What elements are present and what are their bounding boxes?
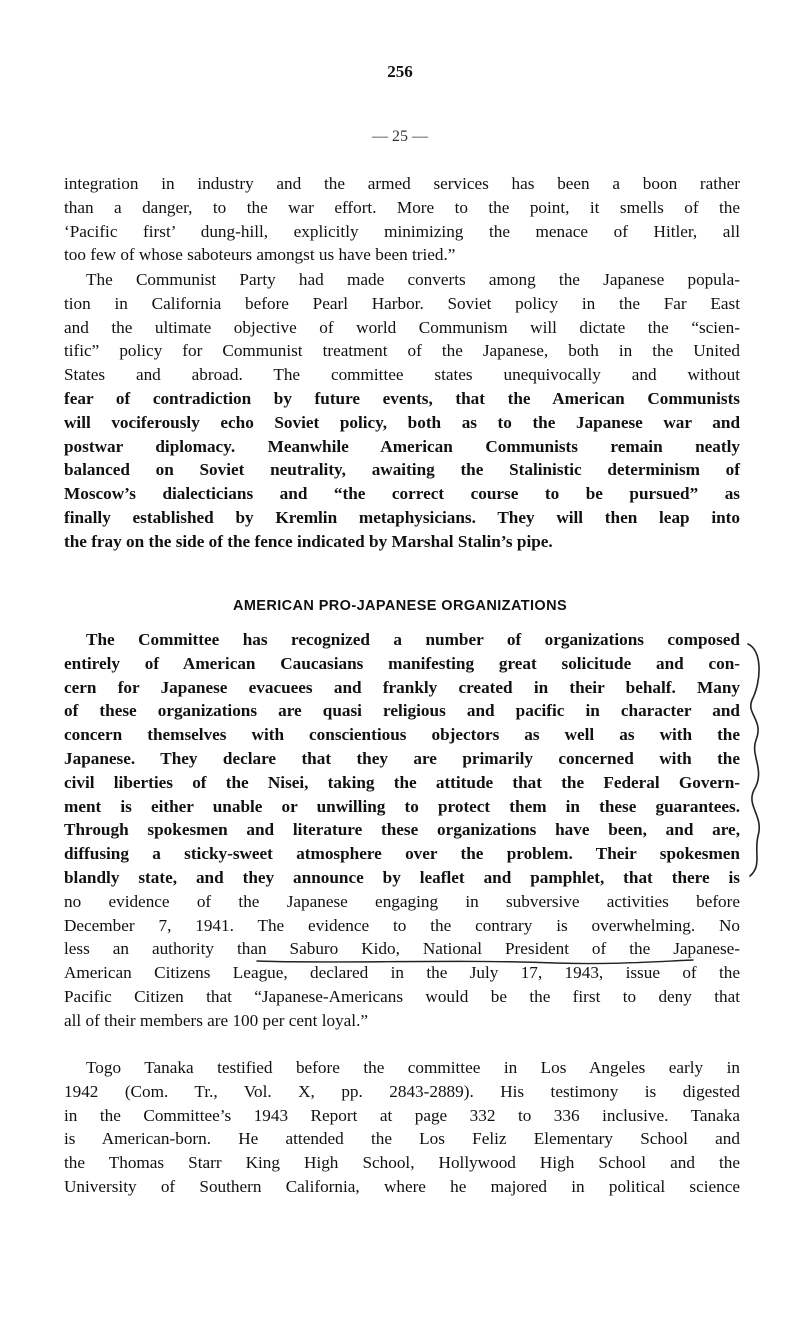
text-line: than a danger, to the war effort. More to the point, it smells of the (64, 197, 740, 217)
text-line: Moscow’s dialecticians and “the correct course to be pursued” as (64, 484, 740, 504)
text-line: Togo Tanaka testified before the committee in Los Angeles early in (86, 1058, 740, 1077)
text-line: balanced on Soviet neutrality, awaiting the Stalinistic determinism of (64, 460, 740, 480)
text-line: less an authority than Saburo Kido, National President of the Japanese- (64, 939, 740, 959)
text-line: in the Committee’s 1943 Report at page 332 to 336 inclusive. Tanaka (64, 1105, 740, 1125)
text-line: the Thomas Starr King High School, Hollywood High School and the (64, 1153, 740, 1173)
text-line: Japanese. They declare that they are primarily concerned with the (64, 748, 740, 768)
text-line: the fray on the side of the fence indicated by Marshal Stalin’s pipe. (64, 531, 553, 551)
text-line: The Communist Party had made converts among the Japanese popula- (86, 270, 740, 289)
text-line: tific” policy for Communist treatment of the Japanese, both in the United (64, 341, 740, 361)
text-line: of these organizations are quasi religious and pacific in character and (64, 701, 740, 721)
text-line: blandly state, and they announce by leaflet and pamphlet, that there is (64, 867, 740, 887)
sub-page-number: — 25 — (372, 128, 428, 145)
text-line: December 7, 1941. The evidence to the contrary is overwhelming. No (64, 915, 740, 935)
paragraph-continuation (64, 172, 740, 267)
text-line: University of Southern California, where he majored in political science (64, 1176, 740, 1196)
text-line: ment is either unable or unwilling to protect them in these guarantees. (64, 796, 740, 816)
text-line: all of their members are 100 per cent loyal.” (64, 1010, 368, 1030)
text-line: fear of contradiction by future events, that the American Communists (64, 388, 740, 408)
text-line: 1942 (Com. Tr., Vol. X, pp. 2843-2889). His testimony is digested (64, 1081, 740, 1101)
text-line: States and abroad. The committee states unequivocally and without (64, 365, 740, 385)
text-line: is American-born. He attended the Los Feliz Elementary School and (64, 1129, 740, 1149)
text-line: cern for Japanese evacuees and frankly created in their behalf. Many (64, 677, 740, 697)
text-line: American Citizens League, declared in the July 17, 1943, issue of the (64, 963, 740, 983)
text-line: will vociferously echo Soviet policy, both as to the Japanese war and (64, 412, 740, 432)
text-line: entirely of American Caucasians manifesting great solicitude and con- (64, 653, 740, 673)
paragraph-communist-party (64, 268, 740, 554)
margin-bracket-mark (740, 640, 770, 880)
text-line: ‘Pacific first’ dung-hill, explicitly minimizing the menace of Hitler, all (64, 221, 740, 241)
text-line: too few of whose saboteurs amongst us have been tried.” (64, 245, 456, 265)
text-line: concern themselves with conscientious objectors as well as with the (64, 725, 740, 745)
page-number: 256 (387, 62, 413, 81)
text-line: civil liberties of the Nisei, taking the attitude that the Federal Govern- (64, 772, 740, 792)
text-line: The Committee has recognized a number of organizations composed (86, 630, 740, 649)
text-line: no evidence of the Japanese engaging in subversive activities before (64, 891, 740, 911)
text-line: and the ultimate objective of world Communism will dictate the “scien- (64, 317, 740, 337)
paragraph-organizations (64, 628, 740, 1033)
text-line: Through spokesmen and literature these organizations have been, and are, (64, 820, 740, 840)
text-line: postwar diplomacy. Meanwhile American Communists remain neatly (64, 436, 740, 456)
section-heading: AMERICAN PRO-JAPANESE ORGANIZATIONS (232, 598, 568, 614)
text-line: diffusing a sticky-sweet atmosphere over the problem. Their spokesmen (64, 844, 740, 864)
text-line: finally established by Kremlin metaphysicians. They will then leap into (64, 507, 740, 527)
text-line: integration in industry and the armed services has been a boon rather (64, 174, 740, 193)
handwritten-underline-mark (255, 955, 695, 969)
paragraph-togo-tanaka (64, 1056, 740, 1199)
text-line: Pacific Citizen that “Japanese-Americans would be the first to deny that (64, 986, 740, 1006)
text-line: tion in California before Pearl Harbor. Soviet policy in the Far East (64, 293, 740, 313)
